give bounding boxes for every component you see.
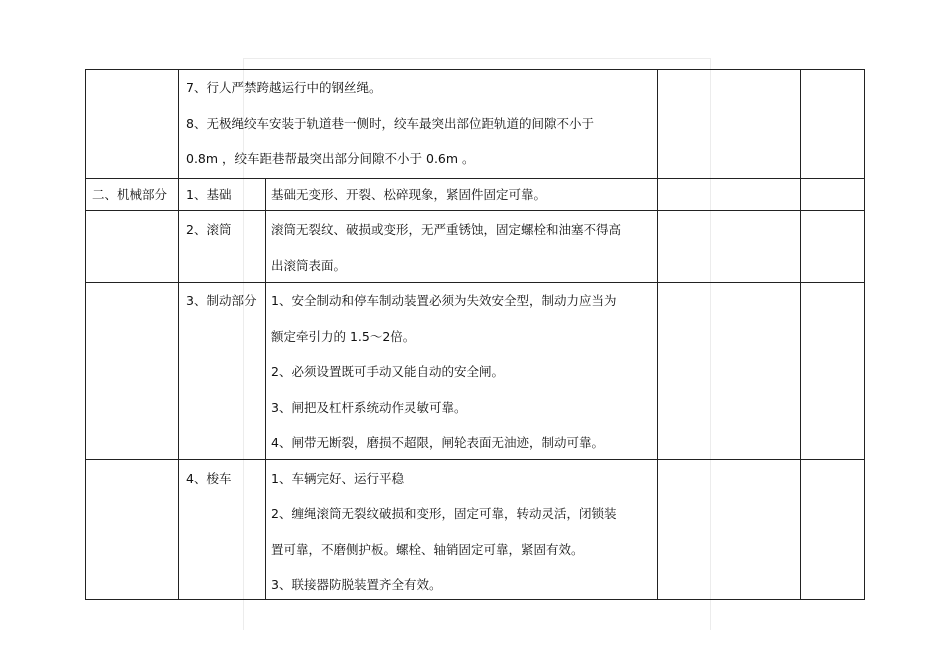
col-divider [657, 69, 658, 600]
col-divider [265, 178, 266, 600]
requirement-line: 基础无变形、开裂、松碎现象，紧固件固定可靠。 [271, 187, 547, 202]
table-border-right [864, 69, 865, 600]
item-label: 2、滚筒 [186, 222, 232, 237]
requirement-line: 0.8m ，绞车距巷帮最突出部分间隙不小于 0.6m 。 [186, 151, 475, 166]
row-divider [85, 178, 865, 179]
faint-scan-line [243, 58, 710, 59]
requirement-line: 额定牵引力的 1.5～2倍。 [271, 329, 416, 344]
col-divider [85, 69, 86, 600]
requirement-line: 3、闸把及杠杆系统动作灵敏可靠。 [271, 400, 467, 415]
requirement-line: 出滚筒表面。 [271, 258, 347, 273]
item-label: 3、制动部分 [186, 293, 257, 308]
requirement-line: 1、车辆完好、运行平稳 [271, 471, 404, 486]
table-border-bottom [85, 599, 865, 600]
faint-scan-line [710, 58, 711, 630]
requirement-line: 7、行人严禁跨越运行中的钢丝绳。 [186, 80, 382, 95]
row-divider [85, 459, 865, 460]
faint-scan-line [243, 58, 244, 630]
item-label: 1、基础 [186, 187, 232, 202]
requirement-line: 4、闸带无断裂，磨损不超限，闸轮表面无油迹，制动可靠。 [271, 435, 604, 450]
requirement-line: 置可靠，不磨侧护板。螺栓、轴销固定可靠，紧固有效。 [271, 542, 584, 557]
requirement-line: 1、安全制动和停车制动装置必须为失效安全型，制动力应当为 [271, 293, 617, 308]
table-border-top [85, 69, 865, 70]
section-label: 二、机械部分 [92, 187, 168, 202]
col-divider [178, 69, 179, 600]
item-label: 4、梭车 [186, 471, 232, 486]
requirement-line: 8、无极绳绞车安装于轨道巷一侧时，绞车最突出部位距轨道的间隙不小于 [186, 116, 594, 131]
row-divider [85, 210, 865, 211]
requirement-line: 2、必须设置既可手动又能自动的安全闸。 [271, 364, 504, 379]
requirement-line: 3、联接器防脱装置齐全有效。 [271, 577, 442, 592]
row-divider [85, 282, 865, 283]
requirement-line: 滚筒无裂纹、破损或变形，无严重锈蚀，固定螺栓和油塞不得高 [271, 222, 622, 237]
requirement-line: 2、缠绳滚筒无裂纹破损和变形，固定可靠，转动灵活，闭锁装 [271, 506, 617, 521]
col-divider [800, 69, 801, 600]
